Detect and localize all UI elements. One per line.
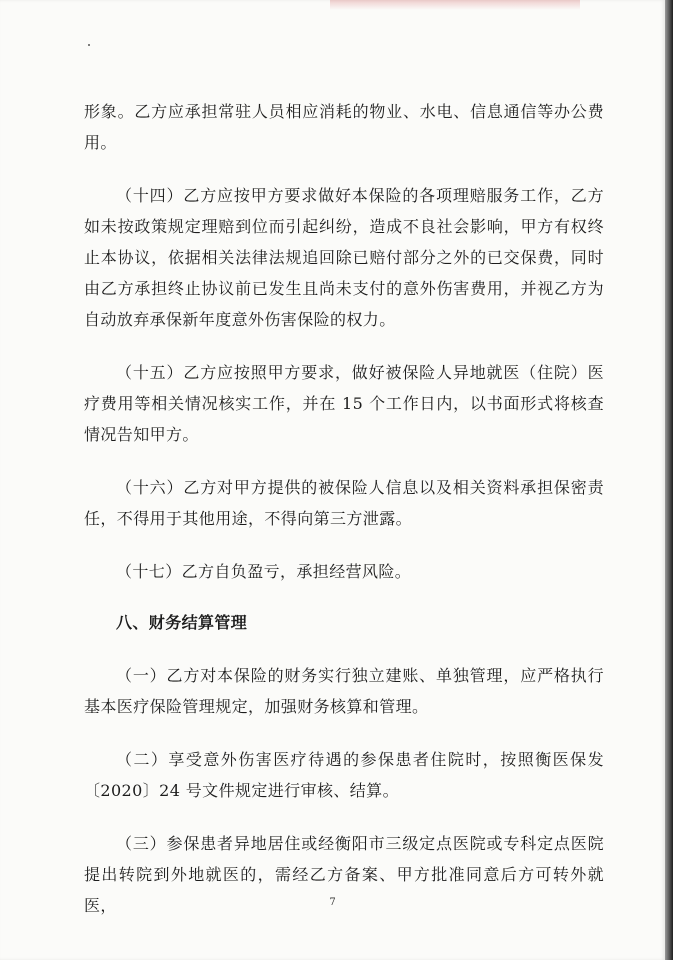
paragraph-item-16: （十六）乙方对甲方提供的被保险人信息以及相关资料承担保密责任，不得用于其他用途，不得向第三方泄露。 <box>84 478 604 528</box>
scan-speck <box>88 44 90 46</box>
scan-tint <box>330 0 580 10</box>
scan-edge <box>665 0 673 960</box>
page-number: 7 <box>329 897 336 908</box>
section-paragraph-1: （一）乙方对本保险的财务实行独立建账、单独管理，应严格执行基本医疗保险管理规定，加强财务核算和管理。 <box>84 666 604 716</box>
section-paragraph-2: （二）享受意外伤害医疗待遇的参保患者住院时，按照衡医保发〔2020〕24 号文件规定进行审核、结算。 <box>84 750 604 800</box>
paragraph-continued: 形象。乙方应承担常驻人员相应消耗的物业、水电、信息通信等办公费用。 <box>84 102 604 152</box>
document-body <box>84 96 604 921</box>
paragraph-item-17: （十七）乙方自负盈亏，承担经营风险。 <box>116 562 412 581</box>
paragraph-item-15: （十五）乙方应按照甲方要求，做好被保险人异地就医（住院）医疗费用等相关情况核实工作，并在 15 个工作日内，以书面形式将核查情况告知甲方。 <box>84 363 604 444</box>
section-heading: 八、财务结算管理 <box>116 613 248 632</box>
section-paragraph-3: （三）参保患者异地居住或经衡阳市三级定点医院或专科定点医院提出转院到外地就医的，需经乙方备案、甲方批准同意后方可转外就医， <box>84 834 604 915</box>
paragraph-item-14: （十四）乙方应按甲方要求做好本保险的各项理赔服务工作，乙方如未按政策规定理赔到位而引起纠纷，造成不良社会影响，甲方有权终止本协议，依据相关法律法规追回除已赔付部分之外的已交保费，同时由乙方承担终止协议前已发生且尚未支付的意外伤害费用，并视乙方为自动放弃承保新年度意外伤害保险的权力。 <box>84 186 604 329</box>
